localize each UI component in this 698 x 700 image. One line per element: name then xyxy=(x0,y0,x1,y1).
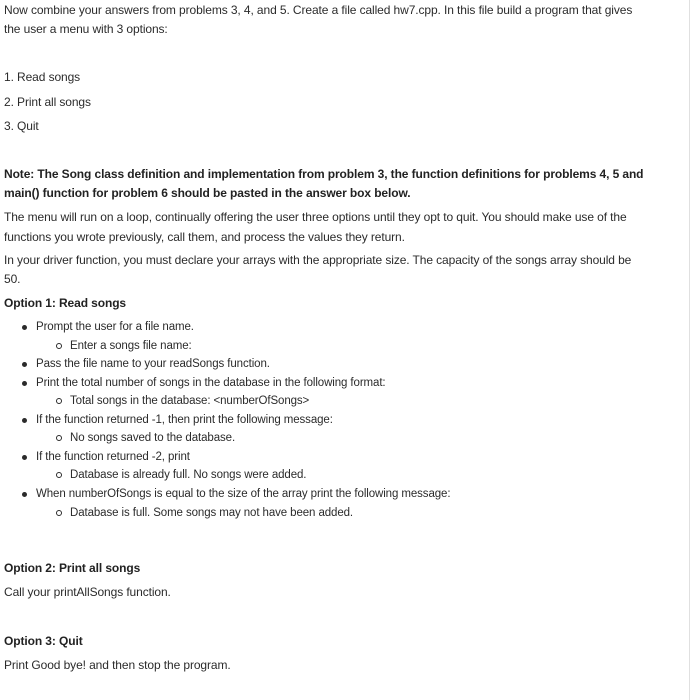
list-item: Print the total number of songs in the database in the following format: xyxy=(36,374,386,392)
loop-paragraph-line-1: The menu will run on a loop, continually offering the user three options until they opt to quit. You should make use of the xyxy=(4,210,627,224)
note-line-1: Note: The Song class definition and implementation from problem 3, the function definitions for problems 4, 5 and xyxy=(4,167,644,181)
menu-item-read-songs: 1. Read songs xyxy=(4,70,81,84)
option1-heading: Option 1: Read songs xyxy=(4,296,127,310)
bullet-circle-icon xyxy=(56,510,62,516)
option2-heading: Option 2: Print all songs xyxy=(4,561,141,575)
bullet-circle-icon xyxy=(56,472,62,478)
bullet-circle-icon xyxy=(56,343,62,349)
intro-line-2: the user a menu with 3 options: xyxy=(4,22,168,36)
list-item: No songs saved to the database. xyxy=(70,429,235,447)
driver-paragraph-line-1: In your driver function, you must declare your arrays with the appropriate size. The capacity of the songs array should be xyxy=(4,253,632,267)
loop-paragraph-line-2: functions you wrote previously, call them, and process the values they return. xyxy=(4,230,405,244)
intro-line-1: Now combine your answers from problems 3, 4, and 5. Create a file called hw7.cpp. In this file build a program that gives xyxy=(4,3,633,17)
option2-text: Call your printAllSongs function. xyxy=(4,585,171,599)
note-line-2: main() function for problem 6 should be pasted in the answer box below. xyxy=(4,186,411,200)
option3-heading: Option 3: Quit xyxy=(4,634,83,648)
driver-paragraph-line-2: 50. xyxy=(4,272,21,286)
list-item: Enter a songs file name: xyxy=(70,337,192,355)
option3-text: Print Good bye! and then stop the program. xyxy=(4,658,231,672)
bullet-circle-icon xyxy=(56,435,62,441)
menu-item-print-all-songs: 2. Print all songs xyxy=(4,95,91,109)
bullet-dot-icon xyxy=(22,381,27,386)
list-item: If the function returned -1, then print the following message: xyxy=(36,411,333,429)
list-item: If the function returned -2, print xyxy=(36,448,190,466)
list-item: Pass the file name to your readSongs function. xyxy=(36,355,270,373)
list-item: Total songs in the database: <numberOfSongs> xyxy=(70,392,309,410)
bullet-dot-icon xyxy=(22,455,27,460)
bullet-dot-icon xyxy=(22,492,27,497)
bullet-dot-icon xyxy=(22,362,27,367)
bullet-dot-icon xyxy=(22,325,27,330)
list-item: Prompt the user for a file name. xyxy=(36,318,194,336)
menu-item-quit: 3. Quit xyxy=(4,119,39,133)
list-item: Database is already full. No songs were added. xyxy=(70,466,306,484)
bullet-dot-icon xyxy=(22,418,27,423)
list-item: When numberOfSongs is equal to the size of the array print the following message: xyxy=(36,485,450,503)
list-item: Database is full. Some songs may not have been added. xyxy=(70,504,353,522)
bullet-circle-icon xyxy=(56,398,62,404)
